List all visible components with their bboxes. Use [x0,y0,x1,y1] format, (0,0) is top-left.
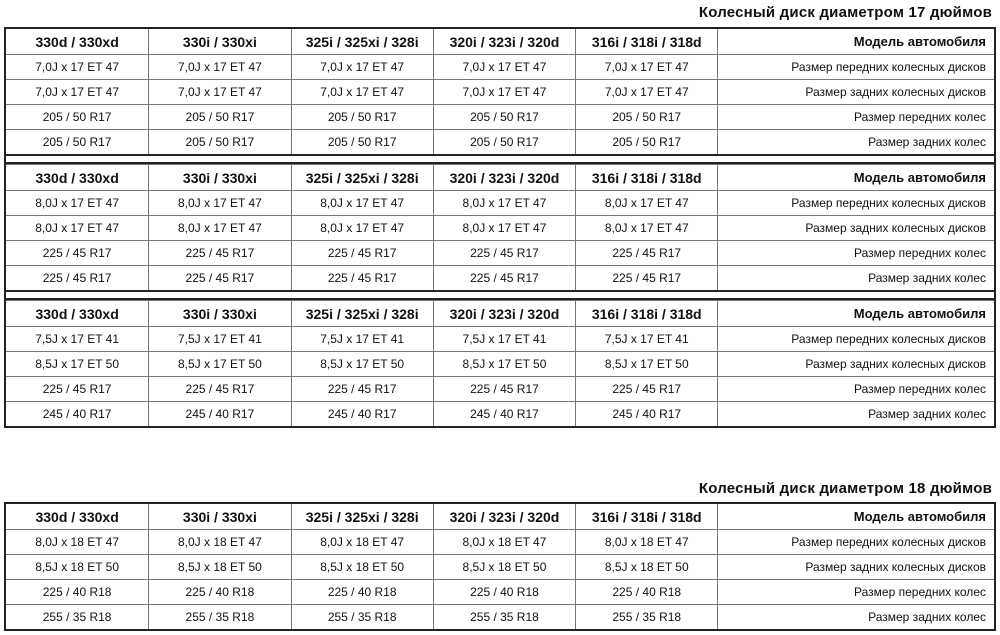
table-cell: 8,5J x 17 ET 50 [433,352,575,376]
table-cell: 8,5J x 18 ET 50 [575,555,717,579]
column-header-car-model: 325i / 325xi / 328i [291,301,433,326]
row-label: Размер задних колес [717,402,994,426]
table-cell: 225 / 40 R18 [433,580,575,604]
table-cell: 8,0J x 18 ET 47 [433,530,575,554]
table-cell: 7,0J x 17 ET 47 [433,80,575,104]
table-cell: 7,0J x 17 ET 47 [148,80,290,104]
table-cell: 7,0J x 17 ET 47 [148,55,290,79]
table-18-inch [4,502,996,631]
table-cell: 225 / 45 R17 [148,266,290,290]
table-cell: 8,5J x 17 ET 50 [35,357,120,371]
table-cell: 255 / 35 R18 [433,605,575,629]
table-cell: 8,0J x 17 ET 47 [35,196,120,210]
table-cell: 205 / 50 R17 [575,130,717,154]
table-cell: 8,5J x 18 ET 50 [35,560,120,574]
column-header-car-model: 330d / 330xd [35,305,119,322]
table-cell: 8,0J x 17 ET 47 [148,216,290,240]
row-label: Размер задних колесных дисков [717,216,994,240]
table-cell: 245 / 40 R17 [575,402,717,426]
table-cell: 8,0J x 18 ET 47 [575,530,717,554]
block-separator [6,290,994,300]
table-cell: 8,5J x 18 ET 50 [148,555,290,579]
table-cell: 255 / 35 R18 [148,605,290,629]
column-header-car-model: 320i / 323i / 320d [433,504,575,529]
table-row [6,554,994,579]
row-label: Размер передних колесных дисков [717,530,994,554]
row-label: Размер задних колес [717,130,994,154]
table-cell: 205 / 50 R17 [575,105,717,129]
table-cell: 7,0J x 17 ET 47 [575,55,717,79]
table-cell: 7,0J x 17 ET 47 [433,55,575,79]
table-cell: 7,0J x 17 ET 47 [291,80,433,104]
table-18-title: Колесный диск диаметром 18 дюймов [698,480,992,497]
table-cell: 255 / 35 R18 [42,610,112,624]
table-cell: 8,0J x 17 ET 47 [291,216,433,240]
column-header-car-model: 330d / 330xd [35,33,119,50]
row-label: Размер передних колес [717,105,994,129]
column-header-car-model: 330i / 330xi [148,29,290,54]
table-row [6,240,994,265]
header-row [6,300,994,326]
table-cell: 8,0J x 17 ET 47 [575,216,717,240]
table-row [6,190,994,215]
table-row [6,326,994,351]
table-cell: 225 / 45 R17 [148,377,290,401]
table-cell: 225 / 45 R17 [291,241,433,265]
table-cell: 225 / 40 R18 [148,580,290,604]
row-label: Размер передних колесных дисков [717,55,994,79]
row-label: Размер задних колесных дисков [717,555,994,579]
table-cell: 8,5J x 17 ET 50 [575,352,717,376]
table-row [6,376,994,401]
table-cell: 245 / 40 R17 [42,407,112,421]
table-cell: 8,0J x 18 ET 47 [148,530,290,554]
row-label: Размер передних колесных дисков [717,327,994,351]
row-label: Размер передних колес [717,241,994,265]
column-header-car-model: 330i / 330xi [148,165,290,190]
table-cell: 225 / 45 R17 [575,266,717,290]
table-cell: 225 / 45 R17 [42,382,112,396]
table-cell: 225 / 45 R17 [291,266,433,290]
column-header-car-model: 316i / 318i / 318d [575,29,717,54]
column-header-car-model: 320i / 323i / 320d [433,301,575,326]
table-cell: 225 / 45 R17 [433,241,575,265]
column-header-car-model: 325i / 325xi / 328i [291,29,433,54]
table-row [6,579,994,604]
table-cell: 8,5J x 17 ET 50 [291,352,433,376]
table-row [6,215,994,240]
table-cell: 205 / 50 R17 [148,105,290,129]
table-17-inch [4,27,996,428]
column-header-car-model: 316i / 318i / 318d [575,504,717,529]
table-cell: 245 / 40 R17 [433,402,575,426]
table-cell: 7,5J x 17 ET 41 [148,327,290,351]
row-label: Размер задних колес [717,266,994,290]
table-row [6,265,994,290]
table-cell: 7,0J x 17 ET 47 [575,80,717,104]
column-header-car-model: 320i / 323i / 320d [433,165,575,190]
table-cell: 7,5J x 17 ET 41 [575,327,717,351]
column-header-car-model: 325i / 325xi / 328i [291,504,433,529]
table-row [6,129,994,154]
table-cell: 225 / 45 R17 [433,266,575,290]
table-row [6,351,994,376]
table-cell: 8,0J x 18 ET 47 [35,535,120,549]
column-header-model: Модель автомобиля [717,165,994,190]
table-cell: 8,0J x 17 ET 47 [575,191,717,215]
column-header-car-model: 325i / 325xi / 328i [291,165,433,190]
table-cell: 8,5J x 18 ET 50 [291,555,433,579]
table-cell: 205 / 50 R17 [148,130,290,154]
table-cell: 7,5J x 17 ET 41 [291,327,433,351]
block-separator [6,154,994,164]
column-header-car-model: 316i / 318i / 318d [575,165,717,190]
row-label: Размер передних колес [717,580,994,604]
table-cell: 245 / 40 R17 [148,402,290,426]
table-cell: 8,0J x 17 ET 47 [433,216,575,240]
table-cell: 8,0J x 17 ET 47 [148,191,290,215]
table-cell: 255 / 35 R18 [291,605,433,629]
row-label: Размер задних колес [717,605,994,629]
table-17-title: Колесный диск диаметром 17 дюймов [698,4,992,21]
table-cell: 225 / 45 R17 [42,271,112,285]
column-header-model: Модель автомобиля [717,29,994,54]
column-header-car-model: 330i / 330xi [148,301,290,326]
table-cell: 245 / 40 R17 [291,402,433,426]
table-cell: 8,0J x 17 ET 47 [433,191,575,215]
table-cell: 7,5J x 17 ET 41 [35,332,120,346]
table-cell: 8,5J x 17 ET 50 [148,352,290,376]
column-header-model: Модель автомобиля [717,504,994,529]
table-row [6,529,994,554]
table-row [6,401,994,426]
table-cell: 225 / 45 R17 [575,241,717,265]
table-cell: 205 / 50 R17 [433,130,575,154]
row-label: Размер передних колес [717,377,994,401]
table-row [6,79,994,104]
table-cell: 225 / 40 R18 [42,585,112,599]
table-row [6,104,994,129]
column-header-car-model: 320i / 323i / 320d [433,29,575,54]
table-cell: 225 / 45 R17 [291,377,433,401]
table-cell: 205 / 50 R17 [433,105,575,129]
column-header-car-model: 330d / 330xd [35,169,119,186]
row-label: Размер задних колесных дисков [717,80,994,104]
column-header-car-model: 330i / 330xi [148,504,290,529]
table-cell: 225 / 45 R17 [575,377,717,401]
table-cell: 8,0J x 18 ET 47 [291,530,433,554]
table-cell: 8,5J x 18 ET 50 [433,555,575,579]
column-header-car-model: 330d / 330xd [35,508,119,525]
table-cell: 255 / 35 R18 [575,605,717,629]
table-cell: 205 / 50 R17 [291,130,433,154]
table-cell: 225 / 40 R18 [575,580,717,604]
table-cell: 205 / 50 R17 [42,110,112,124]
table-cell: 225 / 40 R18 [291,580,433,604]
table-cell: 205 / 50 R17 [42,135,112,149]
table-cell: 7,0J x 17 ET 47 [291,55,433,79]
table-cell: 225 / 45 R17 [42,246,112,260]
table-row [6,604,994,629]
table-cell: 205 / 50 R17 [291,105,433,129]
row-label: Размер передних колесных дисков [717,191,994,215]
table-cell: 7,0J x 17 ET 47 [35,60,120,74]
table-row [6,54,994,79]
column-header-model: Модель автомобиля [717,301,994,326]
header-row [6,164,994,190]
table-cell: 225 / 45 R17 [148,241,290,265]
row-label: Размер задних колесных дисков [717,352,994,376]
table-cell: 7,5J x 17 ET 41 [433,327,575,351]
table-cell: 7,0J x 17 ET 47 [35,85,120,99]
table-cell: 225 / 45 R17 [433,377,575,401]
column-header-car-model: 316i / 318i / 318d [575,301,717,326]
table-cell: 8,0J x 17 ET 47 [35,221,120,235]
header-row [6,29,994,54]
table-cell: 8,0J x 17 ET 47 [291,191,433,215]
header-row [6,504,994,529]
